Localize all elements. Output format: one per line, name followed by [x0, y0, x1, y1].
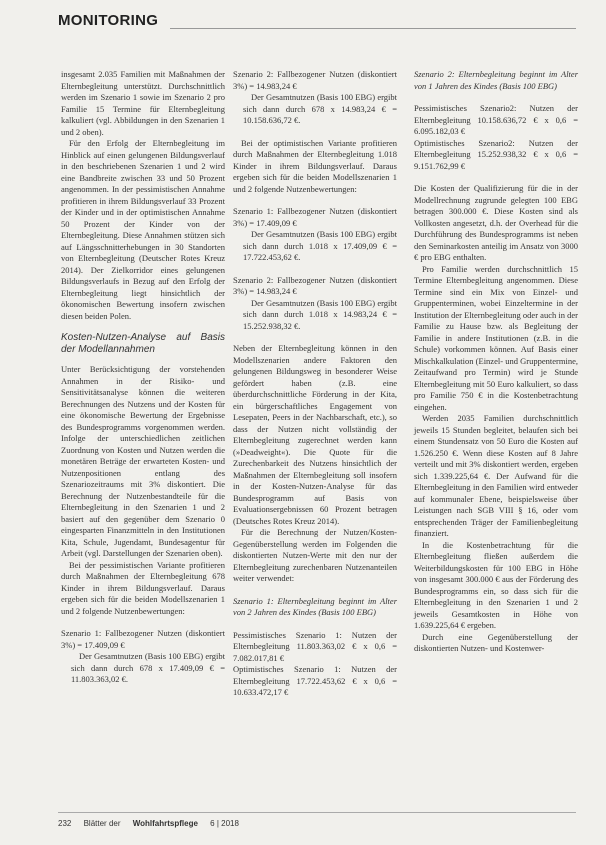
column-2: [233, 69, 397, 699]
column-1: [61, 69, 225, 686]
paragraph: In die Kostenbetrachtung für die Elternbegleitung fließen außerdem die Weiterbildungskosten für 100 EBG in Höhe von insgesamt 300.000 € aus der Förderung des Bundesprogramms ein, so dass sich für die Elternbegleitung in den Szenarien 1 und 2 jeweils Gesamtkosten in Höhe von 1.639.225,64 € ergeben.: [414, 539, 578, 630]
formula: Der Gesamtnutzen (Basis 100 EBG) ergibt sich dann durch 678 x 17.409,09 € = 11.803.363,02 €.: [71, 651, 225, 684]
paragraph: Pro Familie werden durchschnittlich 15 Termine Elternbegleitung angenommen. Diese Termine sind ein Mix von Einzel- und Gruppenterminen, wobei Einzeltermine in der Institution der Elternbegleitung oder auch in der Familie zu Hause bzw. als Begleitung der Familie in andere Institutionen (z.B. in die Schule) vorkommen können. Auf Basis einer Mischkalkulation (Einzel- und Gruppentermine, Zeitaufwand pro Termin) wird je Stunde Elternbegleitung mit 50 Euro kalkuliert, so dass pro Familie 750 € in die Kostenbetrachtung eingehen.: [414, 263, 578, 412]
formula: Optimistisches Szenario2: Nutzen der Elternbegleitung 15.252.938,32 € x 0,6 = 9.151.762,99 €: [414, 137, 578, 171]
column-3: [414, 69, 578, 655]
paragraph: Für den Erfolg der Elternbegleitung im Hinblick auf einen gelungenen Bildungsverlauf in den beschriebenen Szenarien 1 und 2 wird eine Bandbreite zwischen 33 und 50 Prozent angenommen. In der pessimistischen Annahme profitieren in ihrem Bildungsverlauf 33 Prozent der Kinder und in der optimistischen Annahme 50 Prozent der Kinder von der Elternbegleitung. Diese Annahmen stützen sich auf Längsschnitterhebungen in 30 Standorten von Elternbegleitung (Deutscher Rotes Kreuz 2014). Der Zielkorridor eines gelungenen Bildungsverlaufs in Bezug auf den Erfolg der Elternbegleitung liegt hinsichtlich der ökonomischen Bewertung insofern zwischen diesen beiden Polen.: [61, 138, 225, 321]
paragraph: Unter Berücksichtigung der vorstehenden Annahmen in der Risiko- und Sensitivitätsanalyse können die weiteren Berechnungen des Nutzens und der Kosten für eine ökonomische Bewertung der Ergebnisse des Bundesprogramms vorgenommen werden. Infolge der unterschiedlichen zeitlichen Zuordnung von Kosten und Nutzen werden die monetären Beträge der erwarteten Kosten- und Nutzenpositionen entlang des Szenariozeitraums mit 3% diskontiert. Die Berechnung der Nutzenbestandteile für die Elternbegleitung in den Szenarien 1 und 2 basiert auf den gegenüber dem Szenario 0 eingesparten Finanzmitteln in den Institutionen Kita, Schule, Jugendamt, Bundesagentur für Arbeit (vgl. Darstellungen der Szenarien oben).: [61, 364, 225, 558]
subheading: Kosten-Nutzen-Analyse auf Basis der Modellannahmen: [61, 332, 225, 355]
formula: Szenario 1: Fallbezogener Nutzen (diskontiert 3%) = 17.409,09 €: [61, 628, 225, 650]
paragraph: Die Kosten der Qualifizierung für die in der Modellrechnung zugrunde gelegten 100 EBG betragen 300.000 €. Diese Kosten sind als Vollkosten angesetzt, d.h. der Overhead für die Durchführung des Bundesprogramms ist neben den Seminarkosten anteilig im Ansatz von 3000 € pro EBG enthalten.: [414, 183, 578, 262]
subheading: Szenario 1: Elternbegleitung beginnt im Alter von 2 Jahren des Kindes (Basis 100 EBG): [233, 595, 397, 617]
section-header: MONITORING: [58, 12, 159, 29]
paragraph: Für die Berechnung der Nutzen/Kosten-Gegenüberstellung werden im Folgenden die diskontierten Nutzen-Werte mit den nur der Elternbegleitung zurechenbaren Nutzenanteilen weiter verwendet:: [233, 527, 397, 583]
formula: Optimistisches Szenario 1: Nutzen der Elternbegleitung 17.722.453,62 € x 0,6 = 10.633.472,17 €: [233, 664, 397, 697]
formula: Der Gesamtnutzen (Basis 100 EBG) ergibt sich dann durch 1.018 x 17.409,09 € = 17.722.453,62 €.: [243, 229, 397, 262]
paragraph: Bei der optimistischen Variante profitieren durch Maßnahmen der Elternbegleitung 1.018 Kinder in ihrem Bildungsverlauf. Daraus ergeben sich für die beiden Modellszenarien 1 und 2 folgende Nutzenbewertungen:: [233, 137, 397, 194]
formula: Der Gesamtnutzen (Basis 100 EBG) ergibt sich dann durch 678 x 14.983,24 € = 10.158.636,72 €.: [243, 92, 397, 125]
subheading: Szenario 2: Elternbegleitung beginnt im Alter von 1 Jahren des Kindes (Basis 100 EBG): [414, 69, 578, 91]
paragraph: Durch eine Gegenüberstellung der diskontierten Nutzen- und Kostenwer-: [414, 631, 578, 653]
header-rule: [170, 28, 576, 29]
formula: Szenario 2: Fallbezogener Nutzen (diskontiert 3%) = 14.983,24 €: [233, 69, 397, 91]
formula: Pessimistisches Szenario 1: Nutzen der Elternbegleitung 11.803.363,02 € x 0,6 = 7.082.017,81 €: [233, 629, 397, 663]
formula: Der Gesamtnutzen (Basis 100 EBG) ergibt sich dann durch 1.018 x 14.983,24 € = 15.252.938,32 €.: [243, 297, 397, 331]
paragraph: Werden 2035 Familien durchschnittlich jeweils 15 Stunden begleitet, belaufen sich bei einem Stundensatz von 50 Euro die Kosten auf 1.526.250 €. Wenn diese Kosten auf 8 Jahre verteilt und mit 3% diskontiert werden, ergeben sich 1.339.225,64 €. Der Aufwand für die Elternbegleitung in den Familien wird entweder auf kommunaler Ebene, beispielsweise über Leistungen nach SGB VIII § 16, oder vom entsprechenden Träger der Familienbegleitung finanziert.: [414, 413, 578, 538]
page-number: 232: [58, 819, 72, 828]
formula: Szenario 1: Fallbezogener Nutzen (diskontiert 3%) = 17.409,09 €: [233, 206, 397, 228]
formula: Szenario 2: Fallbezogener Nutzen (diskontiert 3%) = 14.983,24 €: [233, 274, 397, 296]
formula: Pessimistisches Szenario2: Nutzen der Elternbegleitung 10.158.636,72 € x 0,6 = 6.095.182,03 €: [414, 103, 578, 136]
paragraph: Bei der pessimistischen Variante profitieren durch Maßnahmen der Elternbegleitung 678 Kinder in ihrem Bildungsverlauf. Daraus ergeben sich für die beiden Modellszenarien 1 und 2 folgende Nutzenbewertungen:: [61, 559, 225, 616]
paragraph: Neben der Elternbegleitung können in den Modellszenarien andere Faktoren den gelungenen Bildungsweg in besonderer Weise gefördert haben (z.B. eine überdurchschnittliche Förderung in der Kita, ein bürgerschaftliches Engagement von Lesepaten, Peers in der Nachbarschaft, etc.), so dass der Nutzen nicht vollständig der Elternbegleitung zugerechnet werden kann (»Deadweight«). Die Quote für die Zurechenbarkeit des Nutzens hinsichtlich der Maßnahmen der Elternbegleitung soll insofern in der Kosten-Nutzen-Analyse für das Bundesprogramm auf Basis von Evaluationsergebnissen 60 Prozent betragen (Deutsches Rotes Kreuz 2014).: [233, 343, 397, 526]
magazine-title: Blätter der Wohlfahrtspflege: [83, 819, 198, 828]
issue: 6 | 2018: [210, 819, 239, 828]
paragraph: insgesamt 2.035 Familien mit Maßnahmen der Elternbegleitung unterstützt. Durchschnittlich werden im Szenario 1 sowie im Szenario 2 pro Familie 15 Termine für Elternbegleitung kalkuliert (vgl. Abbildungen in den Szenarien 1 und 2 oben).: [61, 69, 225, 137]
page-footer: [58, 812, 576, 828]
